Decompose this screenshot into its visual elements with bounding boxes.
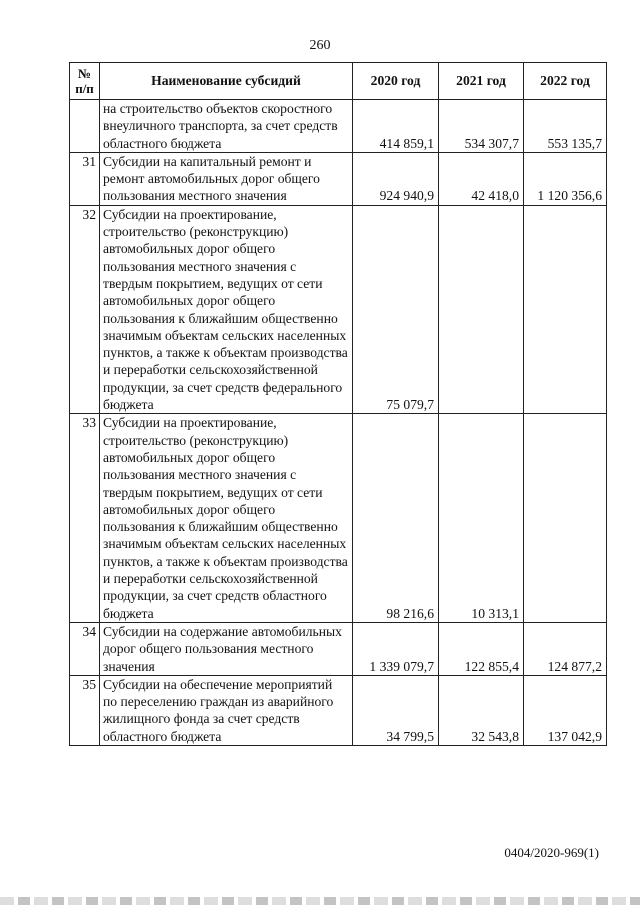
header-name: Наименование субсидий [100,63,353,100]
row-2022: 137 042,9 [524,675,607,745]
row-2020: 414 859,1 [353,100,439,153]
document-code: 0404/2020-969(1) [504,845,599,860]
row-num: 33 [70,414,100,623]
table-header-row [70,63,607,100]
row-2022 [524,414,607,623]
header-2022: 2022 год [524,63,607,100]
table-row [70,622,607,675]
row-num: 31 [70,152,100,205]
row-2022 [524,205,607,414]
table-row [70,152,607,205]
row-name: Субсидии на обеспечение мероприятий по переселению граждан из аварийного жилищного фонда за счет средств областного бюджета [100,675,353,745]
row-2021: 10 313,1 [439,414,524,623]
row-2021 [439,205,524,414]
row-2021: 122 855,4 [439,622,524,675]
scan-edge-strip [0,897,640,905]
row-name: Субсидии на содержание автомобильных дорог общего пользования местного значения [100,622,353,675]
page-number: 260 [309,38,331,53]
row-name: Субсидии на капитальный ремонт и ремонт автомобильных дорог общего пользования местного значения [100,152,353,205]
row-2021: 534 307,7 [439,100,524,153]
table-row [70,100,607,153]
row-2020: 75 079,7 [353,205,439,414]
row-name: Субсидии на проектирование, строительство (реконструкцию) автомобильных дорог общего пользования местного значения с твердым покрытием, ведущих от сети автомобильных дорог общего пользования к ближайшим общественно значимым объектам сельских населенных пунктов, а также к объектам производства и переработки сельскохозяйственной продукции, за счет средств федерального бюджета [100,205,353,414]
row-num: 32 [70,205,100,414]
row-num: 35 [70,675,100,745]
table-row [70,675,607,745]
row-num [70,100,100,153]
subsidies-table [69,62,607,746]
row-2020: 34 799,5 [353,675,439,745]
row-name: Субсидии на проектирование, строительство (реконструкцию) автомобильных дорог общего пользования местного значения с твердым покрытием, ведущих от сети автомобильных дорог общего пользования к ближайшим общественно значимым объектам сельских населенных пунктов, а также к объектам производства и переработки сельскохозяйственной продукции, за счет средств областного бюджета [100,414,353,623]
table-row [70,205,607,414]
row-2020: 98 216,6 [353,414,439,623]
row-2021: 42 418,0 [439,152,524,205]
row-2022: 553 135,7 [524,100,607,153]
header-2020: 2020 год [353,63,439,100]
row-2022: 1 120 356,6 [524,152,607,205]
header-2021: 2021 год [439,63,524,100]
row-name: на строительство объектов скоростного внеуличного транспорта, за счет средств областного бюджета [100,100,353,153]
row-2020: 1 339 079,7 [353,622,439,675]
header-num: № п/п [70,63,100,100]
row-2021: 32 543,8 [439,675,524,745]
row-2022: 124 877,2 [524,622,607,675]
row-2020: 924 940,9 [353,152,439,205]
row-num: 34 [70,622,100,675]
table-row [70,414,607,623]
